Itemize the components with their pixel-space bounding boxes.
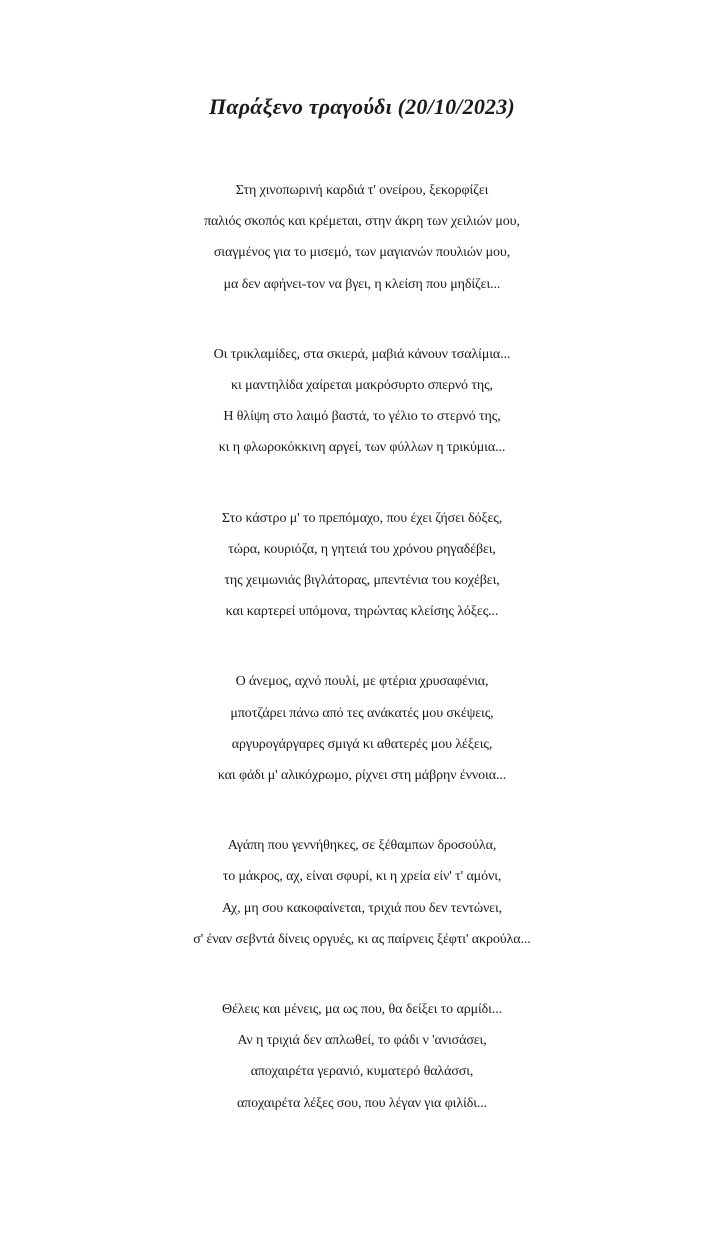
poem-line: Στο κάστρο μ' το πρεπόμαχο, που έχει ζήσει δόξες, [221,510,503,526]
poem-line: μποτζάρει πάνω από τες ανάκατές μου σκέψεις, [230,705,494,721]
poem-line: σ' έναν σεβντά δίνεις οργυές, κι ας παίρνεις ξέφτι' ακρούλα... [193,931,531,947]
poem-line: αργυρογάργαρες σμιγά κι αθατερές μου λέξεις, [231,736,493,752]
poem-line: μα δεν αφήνει-τον να βγει, η κλείση που μηδίζει... [223,276,501,292]
poem-line: τώρα, κουριόζα, η γητειά του χρόνου ρηγαδέβει, [228,541,496,557]
poem-line: της χειμωνιάς βιγλάτορας, μπεντένια του κοχέβει, [224,573,500,589]
poem-line: Ο άνεμος, αχνό πουλί, με φτέρια χρυσαφένια, [235,674,489,690]
poem-line: Αγάπη που γεννήθηκες, σε ξέθαμπων δροσούλα, [227,838,497,854]
poem-line: αποχαιρέτα γερανιό, κυματερό θαλάσσι, [250,1064,474,1080]
poem-line: κι μαντηλίδα χαίρεται μακρόσυρτο σπερνό της, [231,378,493,394]
poem-line: Αν η τριχιά δεν απλωθεί, το φάδι ν 'ανισάσει, [237,1033,487,1049]
poem-line: και καρτερεί υπόμονα, τηρώντας κλείσης λόξες... [225,604,499,620]
stanza-2 [0,339,724,464]
poem-body [0,175,724,1158]
poem-line: Η θλίψη στο λαιμό βαστά, το γέλιο το στερνό της, [223,409,501,425]
poem-line: παλιός σκοπός και κρέμεται, στην άκρη των χειλιών μου, [204,214,520,230]
stanza-6 [0,994,724,1119]
poem-line: Οι τρικλαμίδες, στα σκιερά, μαβιά κάνουν τσαλίμια... [213,346,511,362]
poem-line: σιαγμένος για το μισεμό, των μαγιανών πουλιών μου, [213,245,511,261]
poem-line: αποχαιρέτα λέξες σου, που λέγαν για φιλίδι... [236,1095,488,1111]
poem-line: Θέλεις και μένεις, μα ως που, θα δείξει το αρμίδι... [221,1002,503,1018]
poem-line: κι η φλωροκόκκινη αργεί, των φύλλων η τρικύμια... [218,440,506,456]
poem-line: το μάκρος, αχ, είναι σφυρί, κι η χρεία είν' τ' αμόνι, [222,869,502,885]
poem-line: και φάδι μ' αλικόχρωμο, ρίχνει στη μάβρην έννοια... [217,768,507,784]
stanza-5 [0,830,724,955]
stanza-1 [0,175,724,300]
stanza-4 [0,666,724,791]
poem-title: Παράξενο τραγούδι (20/10/2023) [209,94,515,119]
stanza-3 [0,503,724,628]
poem-line: Αχ, μη σου κακοφαίνεται, τριχιά που δεν τεντώνει, [221,900,503,916]
poem-line: Στη χινοπωρινή καρδιά τ' ονείρου, ξεκορφίζει [235,183,489,198]
